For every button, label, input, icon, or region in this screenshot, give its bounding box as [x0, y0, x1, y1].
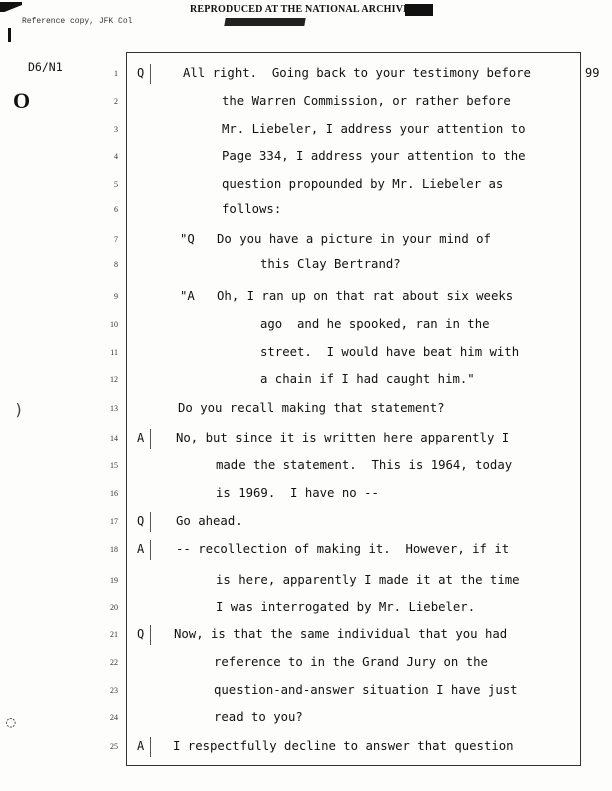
line-number: 19	[110, 576, 118, 585]
reference-note: Reference copy, JFK Col	[22, 17, 133, 26]
transcript-line: No, but since it is written here apparently I	[176, 431, 510, 445]
line-number: 14	[110, 434, 118, 443]
transcript-line: I was interrogated by Mr. Liebeler.	[216, 600, 476, 614]
transcript-line: Page 334, I address your attention to the	[222, 149, 526, 163]
speaker-label: Q	[137, 514, 145, 528]
transcript-line: Mr. Liebeler, I address your attention to	[222, 122, 526, 136]
binder-punch-mark: O	[13, 88, 31, 113]
transcript-line: Now, is that the same individual that you had	[174, 627, 508, 641]
speaker-label: Q	[137, 627, 145, 641]
transcript-line: this Clay Bertrand?	[260, 257, 401, 271]
transcript-line: read to you?	[214, 710, 303, 724]
stamp-underline	[224, 18, 305, 26]
transcript-line: follows:	[222, 202, 282, 216]
archives-stamp: REPRODUCED AT THE NATIONAL ARCHIVES	[190, 4, 416, 15]
line-number: 7	[114, 235, 118, 244]
transcript-line: ago and he spooked, ran in the	[260, 317, 490, 331]
line-number: 21	[110, 630, 118, 639]
line-number: 1	[114, 69, 118, 78]
line-number: 8	[114, 260, 118, 269]
transcript-line: a chain if I had caught him."	[260, 372, 475, 386]
transcript-line: Go ahead.	[176, 514, 243, 528]
line-number: 17	[110, 517, 118, 526]
line-number: 13	[110, 404, 118, 413]
line-number: 9	[114, 292, 118, 301]
transcript-line: I respectfully decline to answer that question	[173, 739, 514, 753]
transcript-line: All right. Going back to your testimony before	[183, 66, 531, 80]
transcript-line: the Warren Commission, or rather before	[222, 94, 511, 108]
line-number: 16	[110, 489, 118, 498]
transcript-line: Do you recall making that statement?	[178, 401, 445, 415]
transcript-line: "A Oh, I ran up on that rat about six weeks	[180, 289, 514, 303]
speaker-label: A	[137, 739, 145, 753]
line-number: 20	[110, 603, 118, 612]
transcript-line: -- recollection of making it. However, if it	[176, 542, 510, 556]
page-number: 99	[585, 66, 600, 80]
line-number: 22	[110, 658, 118, 667]
transcript-line: reference to in the Grand Jury on the	[214, 655, 488, 669]
speaker-label: Q	[137, 66, 145, 80]
speaker-label: A	[137, 542, 145, 556]
transcript-line: made the statement. This is 1964, today	[216, 458, 513, 472]
line-number: 11	[110, 348, 118, 357]
speaker-label: A	[137, 431, 145, 445]
line-number: 25	[110, 742, 118, 751]
hole-mark: ◌	[6, 712, 16, 731]
margin-bar-mark	[8, 28, 11, 42]
corner-scan-mark	[0, 2, 22, 12]
line-number: 2	[114, 97, 118, 106]
line-number: 3	[114, 125, 118, 134]
line-number: 12	[110, 375, 118, 384]
transcript-line: is here, apparently I made it at the time	[216, 573, 520, 587]
transcript-line: "Q Do you have a picture in your mind of	[180, 232, 491, 246]
transcript-line: question-and-answer situation I have just	[214, 683, 518, 697]
line-number: 10	[110, 320, 118, 329]
transcript-line: question propounded by Mr. Liebeler as	[222, 177, 504, 191]
transcript-line: is 1969. I have no --	[216, 486, 379, 500]
line-number: 18	[110, 545, 118, 554]
transcript-line: street. I would have beat him with	[260, 345, 520, 359]
line-number: 24	[110, 713, 118, 722]
line-number: 15	[110, 461, 118, 470]
page-id: D6/N1	[28, 60, 63, 74]
line-number: 6	[114, 205, 118, 214]
line-number: 4	[114, 152, 118, 161]
line-number: 23	[110, 686, 118, 695]
line-number: 5	[114, 180, 118, 189]
bracket-mark: )	[14, 400, 24, 419]
